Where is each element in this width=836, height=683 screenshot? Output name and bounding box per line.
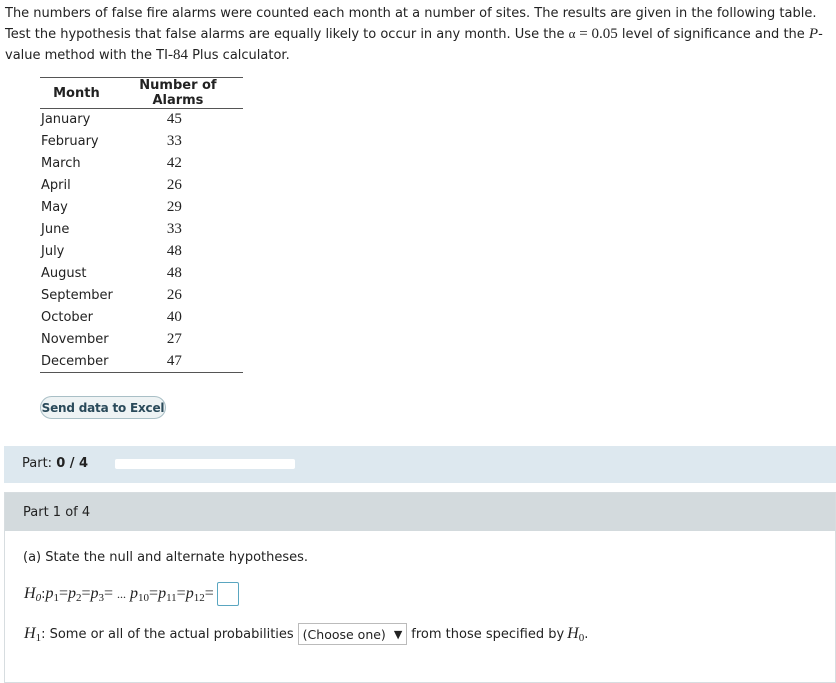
month-cell: November	[41, 332, 109, 347]
p-symbol: P	[808, 26, 819, 42]
table-body	[40, 109, 243, 373]
alarm-count-cell: 42	[166, 155, 182, 171]
problem-statement: The numbers of false fire alarms were counted each month at a number of sites. The results are given in the following table. Test the hypothesis that false alarms are equally likely to occur in any month. Use the α = 0.05 level of significance and the P-value method with the TI-84 Plus calculator.	[5, 6, 823, 63]
alarm-count-cell: 45	[166, 111, 182, 128]
alpha-value: = 0.05	[575, 26, 618, 42]
choose-one-dropdown[interactable]: (Choose one) ▼	[298, 623, 408, 645]
alpha-symbol: α	[568, 26, 576, 41]
table-row	[40, 175, 243, 197]
month-cell: January	[41, 112, 91, 128]
table-row	[40, 153, 243, 175]
alarm-count-cell: 29	[166, 199, 182, 215]
alarm-count-cell: 26	[166, 177, 182, 193]
alarm-count-cell: 27	[166, 331, 182, 347]
alarm-count-cell: 47	[166, 352, 182, 369]
alarm-count-cell: 33	[166, 133, 182, 149]
table-row	[40, 241, 243, 263]
part-title: Part 1 of 4	[23, 505, 91, 520]
table-row	[40, 285, 243, 307]
table-row	[40, 131, 243, 153]
alarm-count-cell: 33	[166, 221, 182, 237]
table-header-row	[40, 78, 243, 109]
progress-label: Part: 0 / 4	[22, 456, 89, 471]
month-cell: April	[41, 178, 71, 193]
table-row	[40, 329, 243, 351]
table-row	[40, 263, 243, 285]
question-text: (a) State the null and alternate hypotheses.	[23, 550, 309, 565]
table-row	[40, 307, 243, 329]
month-cell: December	[41, 353, 109, 369]
month-cell: August	[41, 266, 87, 281]
alternate-hypothesis: $H_1$ : Some or all of the actual probabilities (Choose one) ▼ from those specified by $H_0$ .	[24, 624, 589, 644]
progress-count: 0 / 4	[56, 456, 89, 471]
month-cell: March	[41, 156, 81, 171]
table-row	[40, 197, 243, 219]
alarm-count-cell: 48	[166, 243, 182, 259]
progress-track	[115, 459, 295, 469]
alarm-count-cell: 26	[166, 287, 182, 303]
alarm-data-table	[40, 77, 243, 373]
month-cell: July	[41, 244, 65, 259]
month-column-header: Month	[53, 85, 100, 101]
month-cell: September	[41, 288, 113, 303]
send-to-excel-button[interactable]: Send data to Excel	[40, 396, 166, 419]
table-row	[40, 219, 243, 241]
progress-bar	[4, 446, 836, 483]
month-cell: June	[41, 222, 70, 237]
null-hypothesis: $H_0$ : $p_1=p_2=p_3=$ ... $p_{10}=p_{11}=p_{12}=$	[24, 581, 239, 607]
part-header	[5, 493, 835, 531]
month-cell: February	[41, 134, 99, 149]
part-panel	[4, 492, 836, 683]
table-row	[40, 351, 243, 373]
h0-answer-input[interactable]	[217, 582, 239, 606]
alarm-count-cell: 48	[166, 265, 182, 281]
month-cell: May	[41, 200, 68, 215]
table-row	[40, 109, 243, 131]
dropdown-arrow-icon: ▼	[393, 627, 403, 641]
alarm-count-cell: 40	[166, 309, 182, 325]
alarms-column-header: Number of Alarms	[139, 78, 217, 108]
month-cell: October	[41, 310, 94, 325]
